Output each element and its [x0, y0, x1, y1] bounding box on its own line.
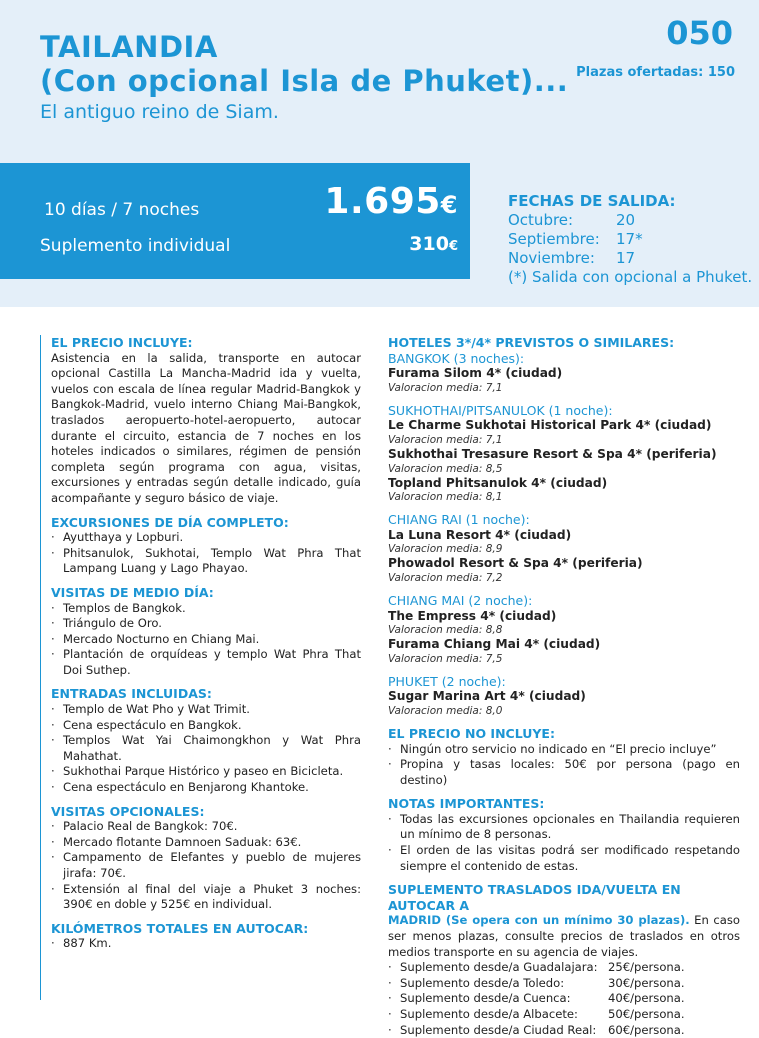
notas-title: NOTAS IMPORTANTES:: [388, 796, 545, 812]
hotel-name: The Empress 4* (ciudad): [388, 608, 557, 623]
list-item: [388, 991, 740, 1007]
hotel-rating: Valoracion media: 8,1: [388, 491, 503, 504]
list-item: · Cena espectáculo en Benjarong Khantoke.: [51, 780, 361, 796]
right-column: [388, 335, 740, 1038]
list-item: · Todas las excursiones opcionales en Thailandia requieren un mínimo de 8 personas.: [388, 812, 740, 843]
hotel-name: Phowadol Resort & Spa 4* (periferia): [388, 556, 643, 571]
list-item: · Ningún otro servicio no indicado en “El precio incluye”: [388, 742, 740, 758]
opcionales-title: VISITAS OPCIONALES:: [51, 803, 205, 819]
suplemento-price: 40€/persona.: [608, 991, 685, 1006]
suplemento-label: · Suplemento desde/a Albacete:: [400, 1007, 578, 1021]
hotel-rating: Valoracion media: 7,1: [388, 433, 503, 446]
suplemento-price: 50€/persona.: [608, 1007, 685, 1021]
hotel-rating: Valoracion media: 7,2: [388, 571, 503, 584]
list-item: · Cena espectáculo en Bangkok.: [51, 718, 361, 734]
list-item: · Templos de Bangkok.: [51, 601, 361, 617]
departure-days: 20: [616, 211, 636, 229]
departure-month: Noviembre:: [508, 249, 595, 267]
price-box: [0, 163, 470, 279]
departure-days: 17: [616, 249, 636, 267]
hotel-name: La Luna Resort 4* (ciudad): [388, 527, 572, 542]
trip-code: 050: [666, 14, 733, 52]
hotel-name: Sukhothai Tresasure Resort & Spa 4* (periferia): [388, 446, 717, 461]
suplemento-title-line2: MADRID (Se opera con un mínimo 30 plazas).: [388, 913, 690, 928]
supplement-label: Suplemento individual: [40, 236, 231, 256]
hotel-name: Sugar Marina Art 4* (ciudad): [388, 689, 586, 704]
price-amount: 1.695: [324, 181, 441, 222]
suplemento-list: [388, 960, 740, 1038]
list-item: · Extensión al final del viaje a Phuket 3 noches: 390€ en doble y 525€ en individual.: [51, 882, 361, 913]
hoteles-title: HOTELES 3*/4* PREVISTOS O SIMILARES:: [388, 335, 675, 350]
no-incluye-list: [388, 742, 740, 789]
list-item: · Templo de Wat Pho y Wat Trimit.: [51, 702, 361, 718]
suplemento-price: 25€/persona.: [608, 960, 685, 975]
hotel-region: CHIANG MAI (2 noche):: [388, 592, 533, 608]
list-item: [388, 1023, 740, 1038]
hotel-rating: Valoracion media: 7,1: [388, 381, 503, 394]
plazas-ofertadas: [576, 65, 735, 80]
list-item: · Plantación de orquídeas y templo Wat Phra That Doi Suthep.: [51, 647, 361, 678]
suplemento-label: · Suplemento desde/a Cuenca:: [400, 991, 571, 1006]
list-item: [388, 976, 740, 992]
kilometros-list: [51, 936, 361, 952]
departure-row: [508, 230, 752, 249]
list-item: · Templos Wat Yai Chaimongkhon y Wat Phra Mahathat.: [51, 733, 361, 764]
header-band: [0, 0, 759, 307]
suplemento-title: SUPLEMENTO TRASLADOS IDA/VUELTA EN AUTOCAR A: [388, 882, 681, 913]
plazas-value: 150: [707, 65, 735, 80]
suplemento-label: · Suplemento desde/a Ciudad Real:: [400, 1022, 597, 1037]
notas-list: [388, 812, 740, 874]
list-item: · Campamento de Elefantes y pueblo de mujeres jirafa: 70€.: [51, 850, 361, 881]
supplement-amount: 310: [409, 233, 449, 255]
suplemento-price: 30€/persona.: [608, 975, 685, 990]
departure-row: [508, 211, 752, 230]
hotel-region: PHUKET (2 noche):: [388, 673, 506, 689]
list-item: · Propina y tasas locales: 50€ por persona (pago en destino): [388, 757, 740, 788]
suplemento-price: 60€/persona.: [608, 1022, 685, 1037]
suplemento-intro-text: En caso ser menos plazas, consulte precios de traslados en otros medios transporte en su agencia de viajes.: [388, 913, 740, 959]
no-incluye-title: EL PRECIO NO INCLUYE:: [388, 725, 555, 741]
list-item: · Ayutthaya y Lopburi.: [51, 530, 361, 546]
page-subtitle: El antiguo reino de Siam.: [40, 101, 279, 123]
excursiones-title: EXCURSIONES DE DÍA COMPLETO:: [51, 514, 289, 530]
hotel-rating: Valoracion media: 8,5: [388, 462, 503, 475]
departure-month: Octubre:: [508, 211, 574, 229]
hotel-rating: Valoracion media: 7,5: [388, 652, 503, 665]
medio-dia-list: [51, 601, 361, 679]
hotel-region: BANGKOK (3 noches):: [388, 350, 525, 366]
entradas-list: [51, 702, 361, 796]
list-item: [388, 1007, 740, 1023]
title-line-1: TAILANDIA: [40, 30, 218, 64]
hotel-name: Furama Chiang Mai 4* (ciudad): [388, 637, 601, 652]
hotel-rating: Valoracion media: 8,9: [388, 543, 503, 556]
suplemento-label: · Suplemento desde/a Toledo:: [400, 975, 565, 990]
supplement-currency: €: [448, 239, 458, 254]
hotel-name: Furama Silom 4* (ciudad): [388, 366, 563, 381]
page-title: [40, 30, 568, 98]
entradas-title: ENTRADAS INCLUIDAS:: [51, 686, 212, 702]
trip-price: [324, 181, 458, 222]
departure-row: [508, 249, 752, 268]
departure-month: Septiembre:: [508, 230, 600, 248]
list-item: · Palacio Real de Bangkok: 70€.: [51, 819, 361, 835]
departure-note: (*) Salida con opcional a Phuket.: [508, 268, 753, 286]
list-item: [388, 960, 740, 976]
hotel-name: Le Charme Sukhotai Historical Park 4* (ciudad): [388, 418, 712, 433]
medio-dia-title: VISITAS DE MEDIO DÍA:: [51, 584, 214, 600]
plazas-label: Plazas ofertadas:: [576, 65, 704, 80]
excursiones-list: [51, 530, 361, 577]
hotel-rating: Valoracion media: 8,0: [388, 704, 503, 717]
hotel-region: SUKHOTHAI/PITSANULOK (1 noche):: [388, 402, 613, 418]
price-currency: €: [440, 191, 458, 219]
list-item: · El orden de las visitas podrá ser modificado respetando siempre el contenido de estas.: [388, 843, 740, 874]
incluye-title: EL PRECIO INCLUYE:: [51, 335, 193, 350]
list-item: · Sukhothai Parque Histórico y paseo en Bicicleta.: [51, 764, 361, 780]
list-item: · Mercado Nocturno en Chiang Mai.: [51, 632, 361, 648]
opcionales-list: [51, 819, 361, 913]
list-item: · Mercado flotante Damnoen Saduak: 63€.: [51, 835, 361, 851]
departure-days: 17*: [616, 230, 643, 248]
hotel-name: Topland Phitsanulok 4* (ciudad): [388, 475, 608, 490]
incluye-text: Asistencia en la salida, transporte en autocar opcional Castilla La Mancha-Madrid ida y vuelta, vuelos con escala de línea regular Madrid-Bangkok y Bangkok-Madrid, vuelo interno Chiang Mai-Bangkok, traslados aeropuerto-hotel-aeropuerto, autocar durante el circuito, estancia de 7 noches en los hoteles indicados o similares, régimen de pensión completa según programa con agua, visitas, excursiones y entradas según detalle indicado, guía acompañante y seguro básico de viaje.: [51, 350, 361, 505]
left-column: [40, 335, 361, 1000]
suplemento-label: · Suplemento desde/a Guadalajara:: [400, 960, 598, 975]
hotel-region: CHIANG RAI (1 noche):: [388, 512, 530, 528]
list-item: · Triángulo de Oro.: [51, 616, 361, 632]
list-item: · Phitsanulok, Sukhotai, Templo Wat Phra That Lampang Luang y Lago Phayao.: [51, 546, 361, 577]
title-line-2: (Con opcional Isla de Phuket)...: [40, 64, 569, 98]
departure-dates-title: FECHAS DE SALIDA:: [508, 192, 676, 210]
list-item: · 887 Km.: [51, 936, 361, 952]
suplemento-intro: [388, 913, 740, 960]
departure-dates: [508, 192, 752, 287]
trip-duration: 10 días / 7 noches: [44, 200, 200, 220]
hotel-rating: Valoracion media: 8,8: [388, 624, 503, 637]
kilometros-title: KILÓMETROS TOTALES EN AUTOCAR:: [51, 920, 309, 936]
supplement-price: [409, 233, 458, 255]
